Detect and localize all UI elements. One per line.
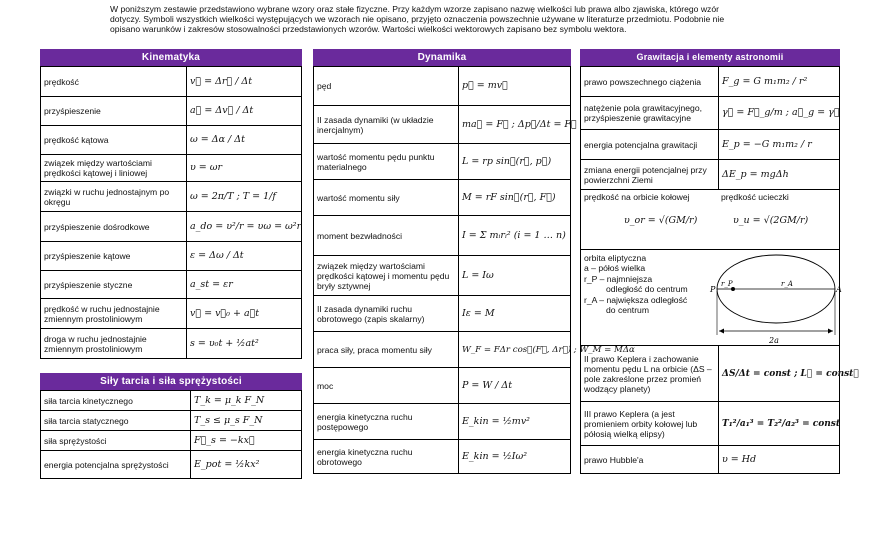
ellipse-legend xyxy=(581,251,709,318)
label-rp: r_P xyxy=(721,279,733,288)
table-row xyxy=(581,250,840,346)
ellipse-cell xyxy=(581,250,840,346)
formula-name: II zasada dynamiki (w układzie inercjalnym) xyxy=(314,106,459,144)
label-ra: r_A xyxy=(781,279,793,288)
table-row xyxy=(314,404,571,440)
table-row xyxy=(314,296,571,332)
escape-velocity-label: prędkość ucieczki xyxy=(721,192,789,202)
legend-item: r_P – najmniejsza xyxy=(584,273,653,284)
table-row xyxy=(314,332,571,368)
formula-name: prędkość xyxy=(41,67,187,97)
table-row xyxy=(41,212,302,242)
table-row xyxy=(314,106,571,144)
formula: ε = Δω / Δt xyxy=(187,242,302,271)
ellipse-diagram xyxy=(709,251,842,345)
table-row xyxy=(41,97,302,126)
table-row xyxy=(41,182,302,212)
label-p: P xyxy=(710,284,716,294)
table-row xyxy=(314,180,571,216)
kinematyka-section xyxy=(40,49,302,359)
formula-name: przyśpieszenie styczne xyxy=(41,271,187,299)
table-row xyxy=(314,67,571,106)
formula: F⃗_s = −kx⃗ xyxy=(191,431,302,451)
formula-name: siła sprężystości xyxy=(41,431,191,451)
table-row xyxy=(41,431,302,451)
orbit-velocity-label: prędkość na orbicie kołowej xyxy=(584,192,690,202)
table-row xyxy=(41,411,302,431)
formula: ω = Δα / Δt xyxy=(187,126,302,155)
formula-name: II prawo Keplera i zachowanie momentu pędu L na orbicie (ΔS – pole zakreślone przez promień wodzący planety) xyxy=(581,346,719,402)
table-row xyxy=(41,391,302,411)
formula-name: moc xyxy=(314,368,459,404)
formula: W_F = FΔr cos∢(F⃗, Δr⃗) ; W_M = MΔα xyxy=(459,332,571,368)
orbit-velocity-formula: υ_or = √(GM/r) xyxy=(624,215,698,226)
sily-section xyxy=(40,373,302,479)
legend-item: a – półoś wielka xyxy=(584,263,646,273)
formula-name: siła tarcia kinetycznego xyxy=(41,391,191,411)
legend-item: r_A – największa odległość xyxy=(584,294,688,305)
formula-name: związek między wartościami prędkości kątowej i liniowej xyxy=(41,155,187,182)
formula-name: siła tarcia statycznego xyxy=(41,411,191,431)
formula: I = Σ mᵢrᵢ² (i = 1 … n) xyxy=(459,216,571,256)
formula-name: prawo Hubble'a xyxy=(581,446,719,474)
formula: s = υ₀t + ½at² xyxy=(187,329,302,359)
table-row xyxy=(581,97,840,130)
formula: υ = Hd xyxy=(719,446,840,474)
dynamika-header: Dynamika xyxy=(313,49,571,66)
formula-name: III prawo Keplera (a jest promieniem orbity kołowej lub półosią wielką elipsy) xyxy=(581,402,719,446)
formula-name: przyśpieszenie kątowe xyxy=(41,242,187,271)
formula-name: energia potencjalna sprężystości xyxy=(41,451,191,479)
table-row xyxy=(41,155,302,182)
label-a: A xyxy=(836,284,842,294)
formula: E_kin = ½mv² xyxy=(459,404,571,440)
legend-item: do centrum xyxy=(606,305,649,315)
formula: p⃗ = mv⃗ xyxy=(459,67,571,106)
formula: v⃗ = v⃗₀ + a⃗t xyxy=(187,299,302,329)
formula: P = W / Δt xyxy=(459,368,571,404)
formula: T_s ≤ μ_s F_N xyxy=(191,411,302,431)
table-row xyxy=(581,130,840,160)
kinematyka-header: Kinematyka xyxy=(40,49,302,66)
table-row xyxy=(581,160,840,190)
intro-text: W poniższym zestawie przedstawiono wybrane wzory oraz stałe fizyczne. Przy każdym wzorze zapisano nazwę wielkości lub prawa albo zjawiska, którego wzór dotyczy. Symboli wszystkich wielkości występujących we wzorach nie opisano, przyjęto oznaczenia powszechnie używane w literaturze przedmiotu. Podobnie nie opisano warunków i zakresów stosowalności przedstawionych wzorów. Wartości wielkości wektorowych zapisano bez symbolu wektora. xyxy=(110,4,725,34)
table-row xyxy=(41,126,302,155)
table-row xyxy=(314,216,571,256)
ellipse-title: orbita eliptyczna xyxy=(584,252,647,263)
formula: E_pot = ½kx² xyxy=(191,451,302,479)
formula-name: prędkość kątowa xyxy=(41,126,187,155)
formula: a_do = υ²/r = υω = ω²r xyxy=(187,212,302,242)
formula: ΔE_p = mgΔh xyxy=(719,160,840,190)
sily-table xyxy=(40,390,302,479)
table-row xyxy=(314,440,571,474)
formula-name: zmiana energii potencjalnej przy powierzchni Ziemi xyxy=(581,160,719,190)
formula-name: wartość momentu siły xyxy=(314,180,459,216)
table-row xyxy=(41,271,302,299)
formula-name: pęd xyxy=(314,67,459,106)
formula: M = rF sin∢(r⃗, F⃗) xyxy=(459,180,571,216)
table-row xyxy=(314,256,571,296)
table-row xyxy=(41,67,302,97)
formula: Iε = M xyxy=(459,296,571,332)
formula: E_kin = ½Iω² xyxy=(459,440,571,474)
formula-name: przyśpieszenie xyxy=(41,97,187,126)
formula: v⃗ = Δr⃗ / Δt xyxy=(187,67,302,97)
table-row xyxy=(581,190,840,250)
legend-item: odległość do centrum xyxy=(606,284,688,294)
table-row xyxy=(41,329,302,359)
formula-name: prędkość w ruchu jednostajnie zmiennym prostoliniowym xyxy=(41,299,187,329)
formula: F_g = G m₁m₂ / r² xyxy=(719,67,840,97)
table-row xyxy=(581,446,840,474)
formula-name: wartość momentu pędu punktu materialnego xyxy=(314,144,459,180)
formula-name: związki w ruchu jednostajnym po okręgu xyxy=(41,182,187,212)
formula-name: praca siły, praca momentu siły xyxy=(314,332,459,368)
formula-name: energia kinetyczna ruchu postępowego xyxy=(314,404,459,440)
formula: γ⃗ = F⃗_g/m ; a⃗_g = γ⃗ xyxy=(719,97,840,130)
formula: ω = 2π/T ; T = 1/f xyxy=(187,182,302,212)
formula-name: przyśpieszenie dośrodkowe xyxy=(41,212,187,242)
sily-header: Siły tarcia i siła sprężystości xyxy=(40,373,302,390)
table-row xyxy=(581,402,840,446)
formula-name: związek między wartościami prędkości kątowej i momentu pędu bryły sztywnej xyxy=(314,256,459,296)
formula: ΔS/Δt = const ; L⃗ = const⃗ xyxy=(719,346,840,402)
formula-name: II zasada dynamiki ruchu obrotowego (zapis skalarny) xyxy=(314,296,459,332)
formula: L = Iω xyxy=(459,256,571,296)
orbit-velocity-cell xyxy=(581,190,840,250)
table-row xyxy=(314,144,571,180)
formula: L = rp sin∢(r⃗, p⃗) xyxy=(459,144,571,180)
formula: a_st = εr xyxy=(187,271,302,299)
table-row xyxy=(314,368,571,404)
formula-name: droga w ruchu jednostajnie zmiennym prostoliniowym xyxy=(41,329,187,359)
formula-name: prawo powszechnego ciążenia xyxy=(581,67,719,97)
grawitacja-table xyxy=(580,66,859,474)
grawitacja-header: Grawitacja i elementy astronomii xyxy=(580,49,840,66)
table-row xyxy=(41,451,302,479)
table-row xyxy=(581,67,840,97)
table-row xyxy=(41,299,302,329)
formula: T_k = μ_k F_N xyxy=(191,391,302,411)
kinematyka-table xyxy=(40,66,302,359)
formula: ma⃗ = F⃗ ; Δp⃗/Δt = F⃗ xyxy=(459,106,571,144)
table-row xyxy=(581,346,840,402)
formula-name: moment bezwładności xyxy=(314,216,459,256)
formula-name: natężenie pola grawitacyjnego, przyśpieszenie grawitacyjne xyxy=(581,97,719,130)
formula: a⃗ = Δv⃗ / Δt xyxy=(187,97,302,126)
formula: υ = ωr xyxy=(187,155,302,182)
table-row xyxy=(41,242,302,271)
formula: E_p = −G m₁m₂ / r xyxy=(719,130,840,160)
escape-velocity-formula: υ_u = √(2GM/r) xyxy=(733,215,809,226)
formula-name: energia kinetyczna ruchu obrotowego xyxy=(314,440,459,474)
formula: T₁²/a₁³ = T₂²/a₂³ = const xyxy=(719,402,840,446)
grawitacja-section xyxy=(580,49,859,474)
formula-name: energia potencjalna grawitacji xyxy=(581,130,719,160)
label-2a: 2a xyxy=(769,335,779,345)
